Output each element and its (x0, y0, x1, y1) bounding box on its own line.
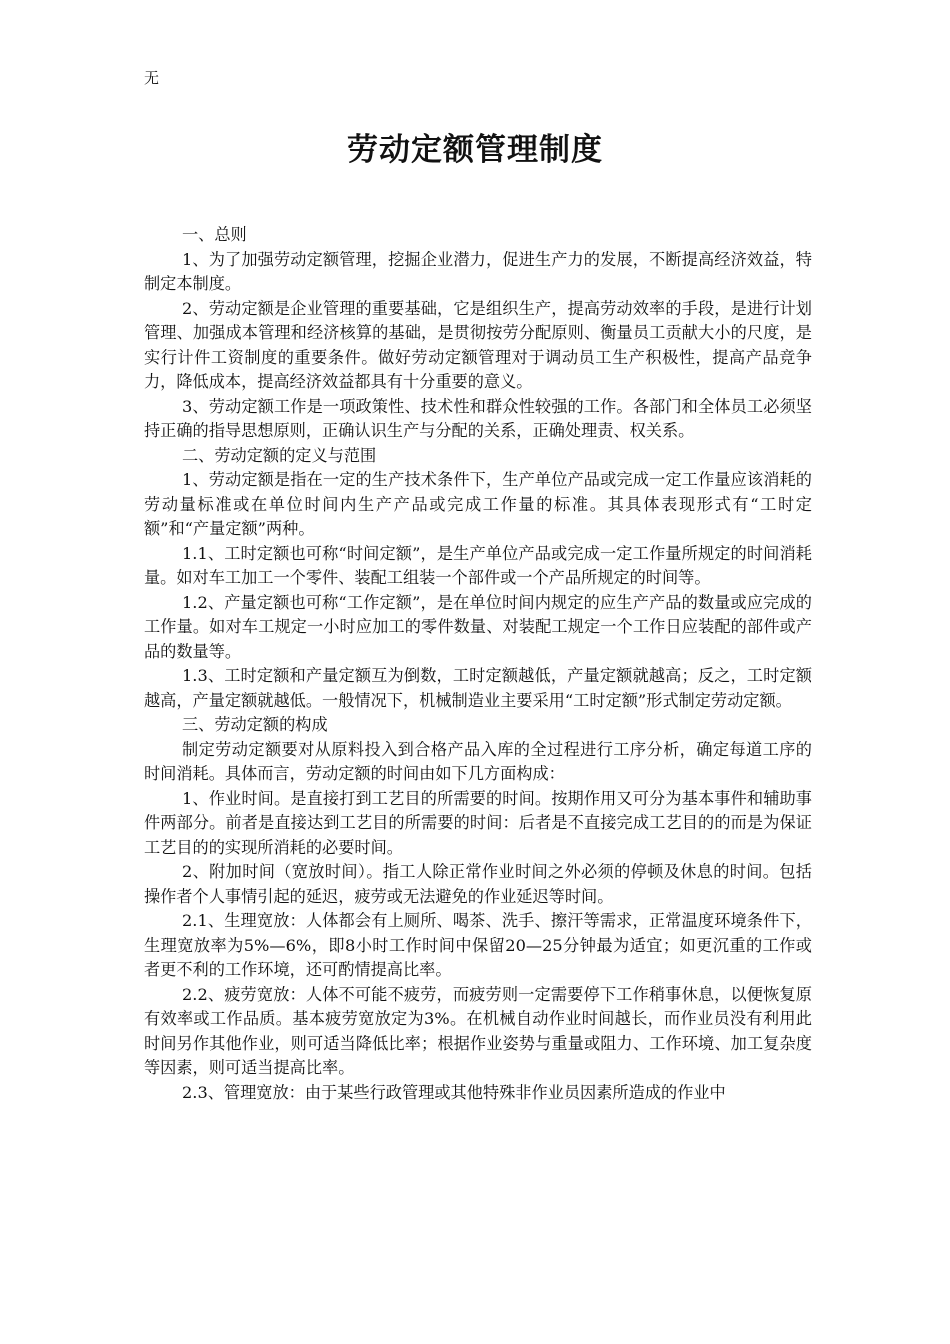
body-paragraph: 2.3、管理宽放：由于某些行政管理或其他特殊非作业员因素所造成的作业中 (182, 1082, 726, 1102)
section-heading: 二、劳动定额的定义与范围 (182, 445, 377, 465)
body-paragraph: 2、附加时间（宽放时间）。指工人除正常作业时间之外必须的停顿及休息的时间。包括操作者个人事情引起的延迟，疲劳或无法避免的作业延迟等时间。 (144, 862, 812, 906)
document-title: 劳动定额管理制度 (347, 132, 603, 168)
body-paragraph: 1.1、工时定额也可称“时间定额”，是生产单位产品或完成一定工作量所规定的时间消耗量。如对车工加工一个零件、装配工组装一个部件或一个产品所规定的时间等。 (144, 543, 812, 587)
body-paragraph: 1、作业时间。是直接打到工艺目的所需要的时间。按期作用又可分为基本事件和辅助事件两部分。前者是直接达到工艺目的所需要的时间：后者是不直接完成工艺目的的而是为保证工艺目的的实现所消耗的必要时间。 (144, 788, 812, 857)
section-heading: 三、劳动定额的构成 (182, 715, 328, 734)
body-paragraph: 2.2、疲劳宽放：人体不可能不疲劳，而疲劳则一定需要停下工作稍事休息，以便恢复原有效率或工作品质。基本疲劳宽放定为3%。在机械自动作业时间越长，而作业员没有利用此时间另作其他作业，则可适当降低比率；根据作业姿势与重量或阻力、工作环境、加工复杂度等因素，则可适当提高比率。 (144, 984, 812, 1077)
document-body (144, 223, 812, 1105)
body-paragraph: 1.2、产量定额也可称“工作定额”，是在单位时间内规定的应生产产品的数量或应完成的工作量。如对车工规定一小时应加工的零件数量、对装配工规定一个工作日应装配的部件或产品的数量等。 (144, 592, 812, 661)
body-paragraph: 制定劳动定额要对从原料投入到合格产品入库的全过程进行工序分析，确定每道工序的时间消耗。具体而言，劳动定额的时间由如下几方面构成： (144, 739, 812, 783)
body-paragraph: 2、劳动定额是企业管理的重要基础，它是组织生产，提高劳动效率的手段，是进行计划管理、加强成本管理和经济核算的基础，是贯彻按劳分配原则、衡量员工贡献大小的尺度，是实行计件工资制度的重要条件。做好劳动定额管理对于调动员工生产积极性，提高产品竞争力，降低成本，提高经济效益都具有十分重要的意义。 (144, 298, 812, 391)
body-paragraph: 1.3、工时定额和产量定额互为倒数，工时定额越低，产量定额就越高；反之，工时定额越高，产量定额就越低。一般情况下，机械制造业主要采用“工时定额”形式制定劳动定额。 (144, 666, 812, 710)
body-paragraph: 3、劳动定额工作是一项政策性、技术性和群众性较强的工作。各部门和全体员工必须坚持正确的指导思想原则，正确认识生产与分配的关系，正确处理责、权关系。 (144, 396, 812, 440)
body-paragraph: 1、为了加强劳动定额管理，挖掘企业潜力，促进生产力的发展，不断提高经济效益，特制定本制度。 (144, 249, 812, 293)
body-paragraph: 2.1、生理宽放：人体都会有上厕所、喝茶、洗手、擦汗等需求，正常温度环境条件下，生理宽放率为5%—6%，即8小时工作时间中保留20—25分钟最为适宜；如更沉重的工作或者更不利的工作环境，还可酌情提高比率。 (144, 911, 812, 979)
body-paragraph: 1、劳动定额是指在一定的生产技术条件下，生产单位产品或完成一定工作量应该消耗的劳动量标准或在单位时间内生产产品或完成工作量的标准。其具体表现形式有“工时定额”和“产量定额”两种。 (144, 470, 812, 538)
header-note: 无 (144, 69, 160, 87)
section-heading: 一、总则 (182, 225, 247, 244)
